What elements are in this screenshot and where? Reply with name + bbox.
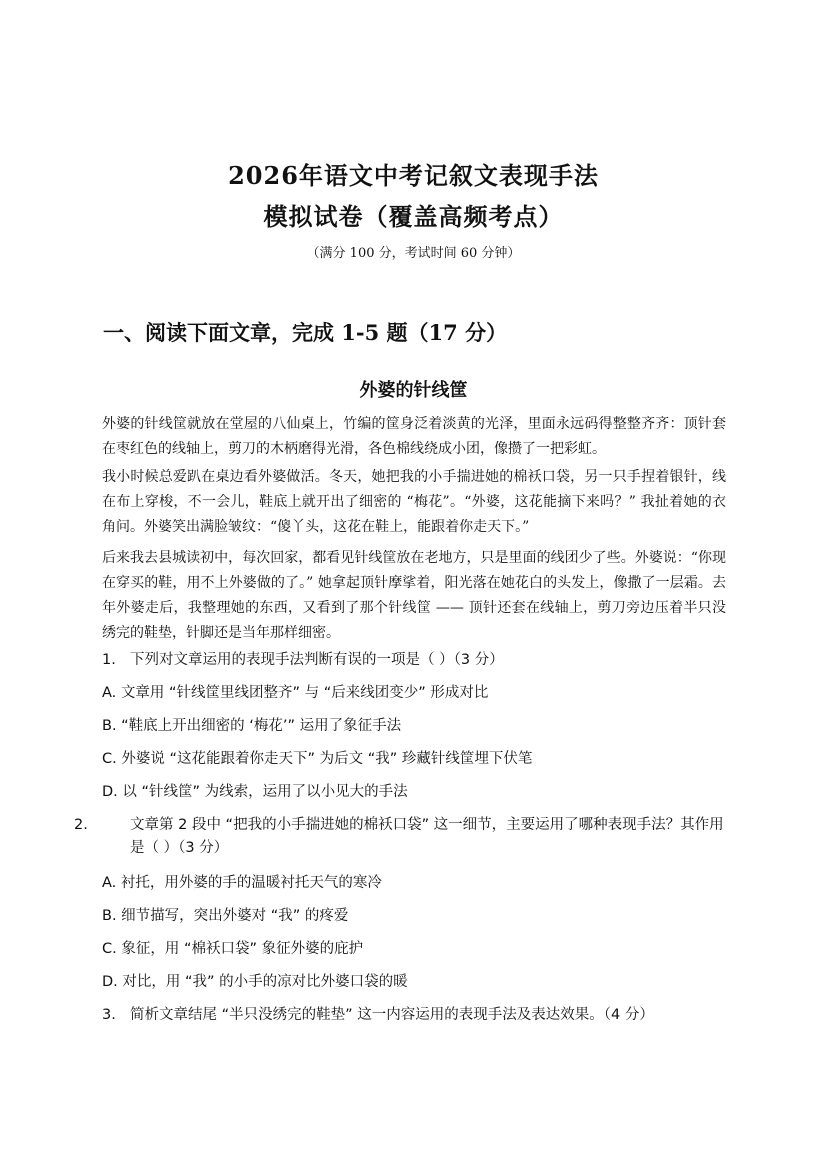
page-title: 2026年语文中考记叙文表现手法 bbox=[228, 161, 599, 190]
question-stem: 下列对文章运用的表现手法判断有误的一项是（ ）（3 分） bbox=[130, 652, 504, 668]
question-2-option-c: C. 象征，用 “棉袄口袋” 象征外婆的庇护 bbox=[102, 941, 364, 957]
question-1 bbox=[102, 649, 732, 672]
question-2-option-b: B. 细节描写，突出外婆对 “我” 的疼爱 bbox=[102, 908, 349, 924]
question-stem: 文章第 2 段中 “把我的小手揣进她的棉袄口袋” 这一细节，主要运用了哪种表现手法？其作用是（ ）（3 分） bbox=[130, 817, 724, 856]
article-paragraph-1: 外婆的针线筐就放在堂屋的八仙桌上，竹编的筐身泛着淡黄的光泽，里面永远码得整整齐齐：顶针套在枣红色的线轴上，剪刀的木柄磨得光滑，各色棉线绕成小团，像攒了一把彩虹。 bbox=[102, 416, 726, 457]
question-1-option-b: B. “鞋底上开出细密的 ‘梅花’” 运用了象征手法 bbox=[102, 718, 402, 734]
question-number: 1. bbox=[102, 652, 116, 668]
question-2-option-a: A. 衬托，用外婆的手的温暖衬托天气的寒冷 bbox=[102, 875, 382, 891]
question-3 bbox=[102, 1004, 732, 1027]
question-2-option-d: D. 对比，用 “我” 的小手的凉对比外婆口袋的暖 bbox=[102, 974, 408, 990]
question-number: 3. bbox=[102, 1007, 116, 1023]
question-1-option-d: D. 以 “针线筐” 为线索，运用了以小见大的手法 bbox=[102, 784, 408, 800]
section-heading: 一、阅读下面文章，完成 1-5 题（17 分） bbox=[103, 320, 508, 345]
question-1-option-c: C. 外婆说 “这花能跟着你走天下” 为后文 “我” 珍藏针线筐埋下伏笔 bbox=[102, 751, 533, 767]
article-title: 外婆的针线筐 bbox=[359, 380, 468, 401]
question-number: 2. bbox=[74, 817, 88, 833]
question-2 bbox=[74, 814, 732, 860]
question-stem: 简析文章结尾 “半只没绣完的鞋垫” 这一内容运用的表现手法及表达效果。（4 分） bbox=[130, 1007, 654, 1023]
page-title-line2: 模拟试卷（覆盖高频考点） bbox=[263, 202, 564, 231]
exam-info: （满分 100 分，考试时间 60 分钟） bbox=[306, 246, 521, 261]
article-paragraph-2: 我小时候总爱趴在桌边看外婆做活。冬天，她把我的小手揣进她的棉袄口袋，另一只手捏着银针，线在布上穿梭，不一会儿，鞋底上就开出了细密的 “梅花”。“外婆，这花能摘下来吗？” 我扯着她的衣角问。外婆笑出满脸皱纹：“傻丫头，这花在鞋上，能跟着你走天下。” bbox=[102, 469, 726, 535]
question-1-option-a: A. 文章用 “针线筐里线团整齐” 与 “后来线团变少” 形成对比 bbox=[102, 685, 489, 701]
article-paragraph-3: 后来我去县城读初中，每次回家，都看见针线筐放在老地方，只是里面的线团少了些。外婆说：“你现在穿买的鞋，用不上外婆做的了。” 她拿起顶针摩挲着，阳光落在她花白的头发上，像撒了一层霜。去年外婆走后，我整理她的东西，又看到了那个针线筐 —— 顶针还套在线轴上，剪刀旁边压着半只没绣完的鞋垫，针脚还是当年那样细密。 bbox=[102, 550, 726, 641]
